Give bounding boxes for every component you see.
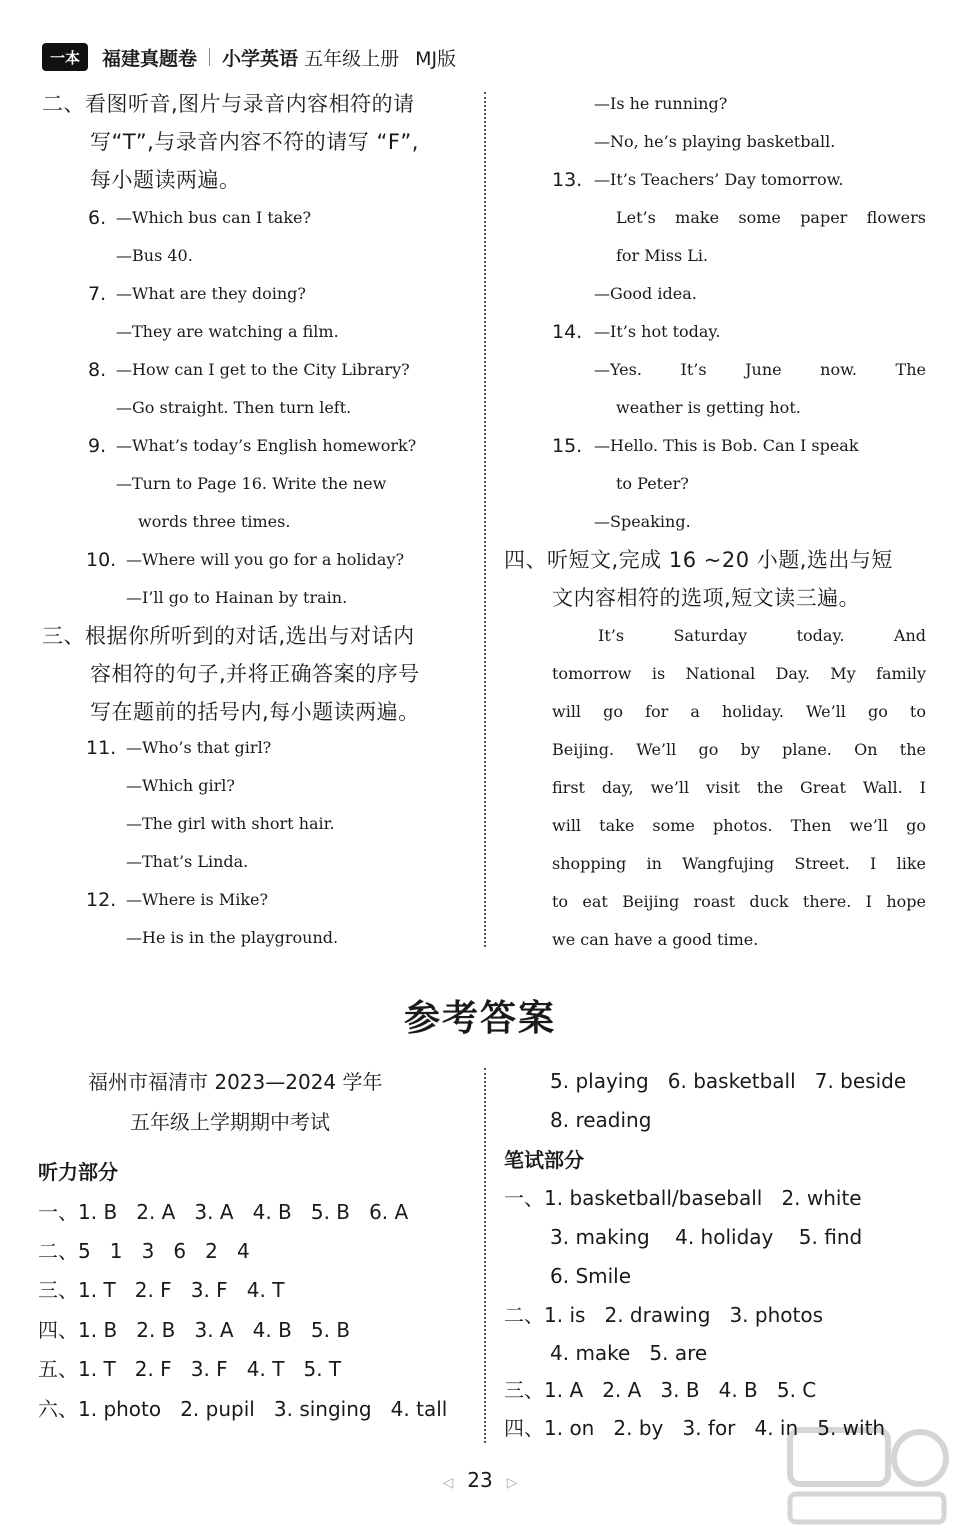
answer-key-title: 参考答案 [403,998,556,1039]
column-divider-top [484,92,486,947]
answer-row: 6. Smile [550,1264,632,1288]
dialogue-line: —The girl with short hair. [126,814,335,833]
dialogue-line: —It’s hot today. [594,322,721,341]
question-number: 8. [88,359,107,381]
subject-title: 小学英语 五年级上册 [222,47,400,70]
column-divider-bottom [484,1068,486,1443]
dialogue-line: —Which girl? [126,776,235,795]
dialogue-line: Let’s make some paper flowers [616,208,926,227]
passage-line: It’s Saturday today. And [598,626,926,645]
dialogue-line: —Is he running? [594,94,728,113]
watermark-logo [782,1416,952,1528]
series-title: 福建真题卷 [102,47,198,70]
answer-row: 三、1. T 2. F 3. F 4. T [38,1278,285,1302]
question-number: 13. [552,169,583,191]
answer-row: 三、1. A 2. A 3. B 4. B 5. C [504,1378,817,1402]
dialogue-line: —I’ll go to Hainan by train. [126,588,348,607]
page-header [42,40,456,74]
question-number: 9. [88,435,107,457]
question-number: 15. [552,435,583,457]
dialogue-line: —Who’s that girl? [126,738,272,757]
dialogue-line: —What’s today’s English homework? [116,436,417,455]
dialogue-line: —How can I get to the City Library? [116,360,410,379]
dialogue-line: words three times. [138,512,291,531]
dialogue-line: —Hello. This is Bob. Can I speak [594,436,859,455]
dialogue-line: —They are watching a film. [116,322,339,341]
answer-row: 五、1. T 2. F 3. F 4. T 5. T [38,1357,342,1381]
passage-line: shopping in Wangfujing Street. I like [552,854,926,873]
dialogue-line: —What are they doing? [116,284,306,303]
passage-line: first day, we’ll visit the Great Wall. I [552,778,926,797]
exam-title-line-2: 五年级上学期期中考试 [130,1110,330,1134]
dialogue-line: —Yes. It’s June now. The [594,360,926,379]
dialogue-line: —It’s Teachers’ Day tomorrow. [594,170,844,189]
dialogue-line: —Go straight. Then turn left. [116,398,352,417]
dialogue-line: —Turn to Page 16. Write the new [116,474,387,493]
answer-row: 一、1. B 2. A 3. A 4. B 5. B 6. A [38,1200,409,1224]
dialogue-line: —Which bus can I take? [116,208,312,227]
dialogue-line: —Good idea. [594,284,697,303]
question-number: 6. [88,207,107,229]
question-number: 7. [88,283,107,305]
section-4-instruction-line-1: 四、听短文,完成 16 ~20 小题,选出与短 [504,548,893,572]
dialogue-line: —Where will you go for a holiday? [126,550,405,569]
dialogue-line: —That’s Linda. [126,852,249,871]
answer-row: 四、1. on 2. by 3. for 4. in 5. with [504,1416,886,1440]
passage-line: we can have a good time. [552,930,759,949]
answer-row: 四、1. B 2. B 3. A 4. B 5. B [38,1318,351,1342]
question-number: 11. [86,737,117,759]
answer-row: 一、1. basketball/baseball 2. white [504,1186,862,1210]
prev-page-arrow-icon: ◁ [442,1475,454,1491]
dialogue-line: —No, he’s playing basketball. [594,132,836,151]
question-number: 10. [86,549,117,571]
brand-logo: 一本 [42,43,88,71]
section-2-instruction-line-3: 每小题读两遍。 [90,168,241,192]
answer-row: 二、1. is 2. drawing 3. photos [504,1303,824,1327]
passage-line: Beijing. We’ll go by plane. On the [552,740,926,759]
section-2-instruction-line-2: 写“T”,与录音内容不符的请写 “F”, [90,130,419,154]
section-3-instruction-line-2: 容相符的句子,并将正确答案的序号 [90,662,420,686]
passage-line: tomorrow is National Day. My family [552,664,926,683]
dialogue-line: —Bus 40. [116,246,193,265]
dialogue-line: —He is in the playground. [126,928,339,947]
dialogue-line: —Speaking. [594,512,691,531]
answer-row: 4. make 5. are [550,1341,708,1365]
section-2-instruction-line-1: 二、看图听音,图片与录音内容相符的请 [42,92,415,116]
page-number: ◁ 23 ▷ [442,1468,518,1492]
answer-row: 六、1. photo 2. pupil 3. singing 4. tall [38,1397,448,1421]
listening-section-label: 听力部分 [38,1160,118,1184]
dialogue-line: for Miss Li. [616,246,709,265]
answer-row: 8. reading [550,1108,652,1132]
header-divider [209,48,210,66]
dialogue-line: weather is getting hot. [616,398,801,417]
answer-row: 5. playing 6. basketball 7. beside [550,1069,907,1093]
section-3-instruction-line-3: 写在题前的括号内,每小题读两遍。 [90,700,420,724]
edition-label: MJ版 [415,47,457,70]
dialogue-line: —Where is Mike? [126,890,269,909]
passage-line: to eat Beijing roast duck there. I hope [552,892,926,911]
written-section-label: 笔试部分 [504,1148,584,1172]
passage-line: will take some photos. Then we’ll go [552,816,926,835]
answer-row: 3. making 4. holiday 5. find [550,1225,863,1249]
question-number: 12. [86,889,117,911]
section-3-instruction-line-1: 三、根据你所听到的对话,选出与对话内 [42,624,415,648]
exam-title-line-1: 福州市福清市 2023—2024 学年 [88,1070,383,1094]
answer-row: 二、5 1 3 6 2 4 [38,1239,250,1263]
passage-line: will go for a holiday. We’ll go to [552,702,926,721]
dialogue-line: to Peter? [616,474,689,493]
next-page-arrow-icon: ▷ [506,1475,518,1491]
question-number: 14. [552,321,583,343]
section-4-instruction-line-2: 文内容相符的选项,短文读三遍。 [552,586,861,610]
